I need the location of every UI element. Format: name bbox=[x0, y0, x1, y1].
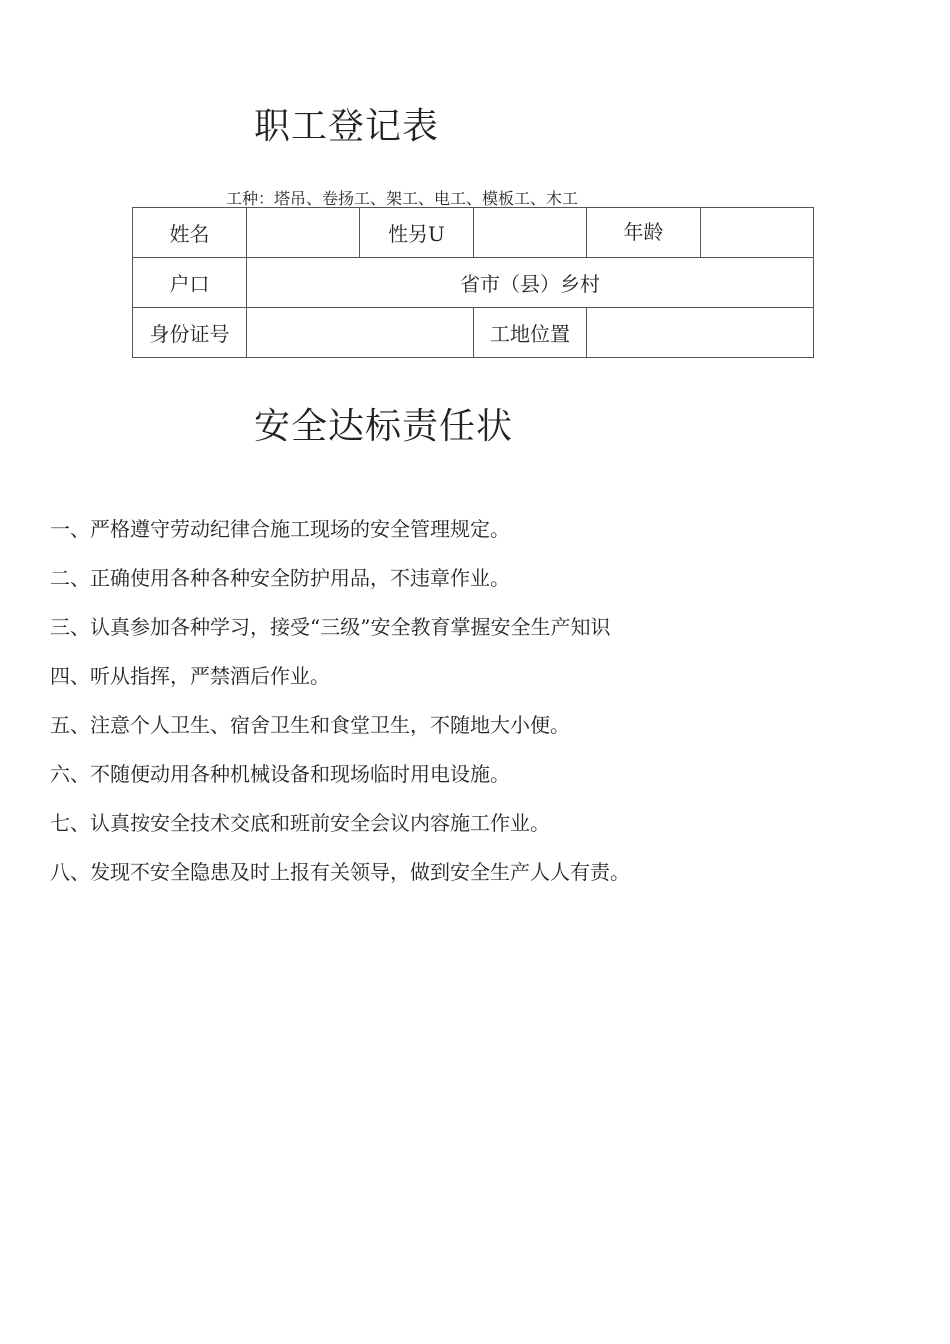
site-location-field[interactable] bbox=[587, 308, 814, 358]
registration-table bbox=[132, 207, 814, 358]
list-item: 四、听从指挥，严禁酒后作业。 bbox=[50, 664, 330, 688]
age-field[interactable] bbox=[701, 208, 814, 258]
site-location-label: 工地位置 bbox=[474, 308, 587, 358]
age-label: 年龄 bbox=[587, 208, 701, 258]
list-item: 六、不随便动用各种机械设备和现场临时用电设施。 bbox=[50, 762, 510, 786]
name-field[interactable] bbox=[247, 208, 360, 258]
list-item: 七、认真按安全技术交底和班前安全会议内容施工作业。 bbox=[50, 811, 550, 835]
list-item: 一、严格遵守劳动纪律合施工现场的安全管理规定。 bbox=[50, 517, 510, 541]
list-item: 三、认真参加各种学习，接受“三级”安全教育掌握安全生产知识 bbox=[50, 615, 611, 639]
table-row bbox=[133, 308, 814, 358]
id-number-field[interactable] bbox=[247, 308, 474, 358]
list-item: 五、注意个人卫生、宿舍卫生和食堂卫生，不随地大小便。 bbox=[50, 713, 570, 737]
list-item: 八、发现不安全隐患及时上报有关领导，做到安全生产人人有责。 bbox=[50, 860, 630, 884]
gender-label: 性另U bbox=[360, 208, 474, 258]
hukou-label: 户口 bbox=[133, 258, 247, 308]
gender-field[interactable] bbox=[474, 208, 587, 258]
table-row bbox=[133, 208, 814, 258]
table-row bbox=[133, 258, 814, 308]
work-types-line: 工种：塔吊、卷扬工、架工、电工、模板工、木工 bbox=[226, 189, 579, 208]
responsibility-list bbox=[50, 512, 630, 904]
id-number-label: 身份证号 bbox=[133, 308, 247, 358]
list-item: 二、正确使用各种各种安全防护用品，不违章作业。 bbox=[50, 566, 510, 590]
hukou-field[interactable]: 省市（县）乡村 bbox=[247, 258, 814, 308]
responsibility-title: 安全达标责任状 bbox=[254, 406, 514, 447]
registration-title: 职工登记表 bbox=[254, 106, 440, 147]
name-label: 姓名 bbox=[133, 208, 247, 258]
